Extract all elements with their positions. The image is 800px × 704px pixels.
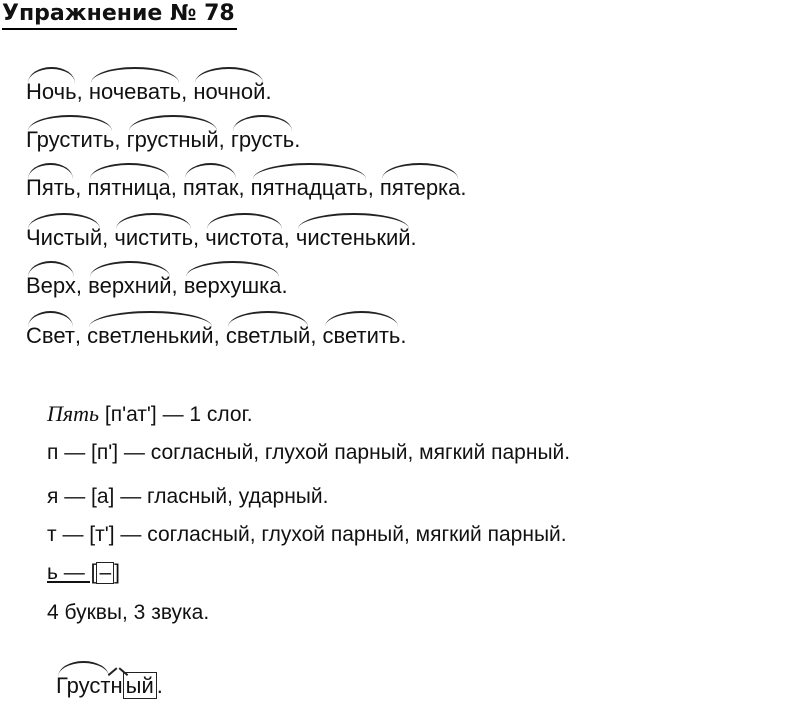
separator: , bbox=[74, 323, 88, 348]
phonetic-line-4 bbox=[47, 560, 120, 586]
root-word: Чистый bbox=[26, 224, 102, 252]
root-arc bbox=[325, 311, 399, 327]
root-arc bbox=[228, 311, 308, 327]
root-word: чистить bbox=[114, 224, 193, 252]
root-word: ночевать bbox=[89, 78, 181, 106]
root-arc bbox=[116, 213, 191, 229]
separator: , bbox=[171, 273, 184, 298]
root-arc bbox=[233, 115, 292, 131]
word-row bbox=[26, 126, 300, 154]
soft-sign-line: ь — [ – ] bbox=[47, 561, 120, 584]
root-arc bbox=[253, 163, 366, 179]
root-arc bbox=[298, 213, 409, 229]
composition-ending: ый bbox=[123, 672, 157, 699]
root-arc bbox=[28, 311, 73, 327]
separator: , bbox=[193, 225, 206, 250]
root-word: чистота bbox=[205, 224, 283, 252]
composition-suffix: н bbox=[111, 672, 123, 700]
root-arc bbox=[28, 261, 74, 277]
root-arc bbox=[195, 67, 263, 83]
separator: . bbox=[460, 175, 467, 200]
exercise-title: Упражнение № 78 bbox=[2, 0, 237, 30]
separator: , bbox=[238, 175, 251, 200]
separator: , bbox=[75, 273, 89, 298]
separator: , bbox=[102, 225, 115, 250]
root-arc bbox=[186, 261, 280, 277]
separator: , bbox=[218, 127, 231, 152]
root-word: пятерка bbox=[380, 174, 460, 202]
root-word: Свет bbox=[26, 322, 75, 350]
phonetic-line-3: т — [т'] — согласный, глухой парный, мягкий парный. bbox=[47, 523, 567, 546]
root-word: верхний bbox=[88, 272, 171, 300]
root-arc bbox=[89, 311, 211, 327]
root-word: светленький bbox=[87, 322, 213, 350]
separator: , bbox=[367, 175, 380, 200]
separator: . bbox=[294, 127, 301, 152]
root-word: светлый bbox=[226, 322, 310, 350]
root-arc bbox=[129, 115, 217, 131]
root-word: Грустить bbox=[26, 126, 114, 154]
empty-sound-box: – bbox=[96, 562, 114, 584]
root-arc bbox=[91, 67, 179, 83]
root-word: грусть bbox=[231, 126, 294, 154]
transcription: [п'ат'] — 1 слог. bbox=[104, 403, 253, 426]
phonetic-header bbox=[47, 401, 253, 428]
suffix-mark bbox=[109, 664, 127, 676]
word-row bbox=[26, 174, 467, 202]
root-word: пятнадцать bbox=[251, 174, 368, 202]
root-arc bbox=[28, 115, 112, 131]
root-word: грустный bbox=[127, 126, 219, 154]
root-word: пятница bbox=[88, 174, 171, 202]
word-composition: Груст н ый . bbox=[56, 672, 163, 700]
root-word: Ночь bbox=[26, 78, 77, 106]
root-arc bbox=[185, 163, 237, 179]
separator: , bbox=[170, 175, 183, 200]
root-word: светить bbox=[323, 322, 401, 350]
root-arc bbox=[28, 213, 100, 229]
separator: , bbox=[310, 323, 323, 348]
word-row bbox=[26, 322, 407, 350]
analyzed-word: Пять bbox=[47, 401, 100, 426]
root-word: ночной bbox=[193, 78, 265, 106]
word-row bbox=[26, 272, 288, 300]
root-arc bbox=[90, 261, 169, 277]
phonetic-line-1: п — [п'] — согласный, глухой парный, мягкий парный. bbox=[47, 441, 571, 464]
root-word: чистенький bbox=[296, 224, 411, 252]
word-row bbox=[26, 224, 417, 252]
root-word: Верх bbox=[26, 272, 76, 300]
separator: . bbox=[410, 225, 417, 250]
separator: , bbox=[181, 79, 194, 104]
word-row bbox=[26, 78, 272, 106]
separator: , bbox=[283, 225, 296, 250]
root-arc bbox=[207, 213, 281, 229]
phonetic-line-2: я — [а] — гласный, ударный. bbox=[47, 485, 329, 508]
separator: , bbox=[213, 323, 226, 348]
root-arc bbox=[28, 67, 75, 83]
root-word: верхушка bbox=[184, 272, 282, 300]
root-arc bbox=[90, 163, 169, 179]
summary-line: 4 буквы, 3 звука. bbox=[47, 601, 210, 624]
separator: . bbox=[281, 273, 288, 298]
root-arc bbox=[382, 163, 458, 179]
separator: , bbox=[76, 79, 89, 104]
separator: . bbox=[400, 323, 407, 348]
root-word: пятак bbox=[183, 174, 239, 202]
root-arc bbox=[58, 661, 109, 677]
separator: , bbox=[75, 175, 88, 200]
root-arc bbox=[28, 163, 73, 179]
separator: , bbox=[114, 127, 127, 152]
root-word: Пять bbox=[26, 174, 75, 202]
composition-root: Груст bbox=[56, 672, 111, 700]
separator: . bbox=[265, 79, 272, 104]
